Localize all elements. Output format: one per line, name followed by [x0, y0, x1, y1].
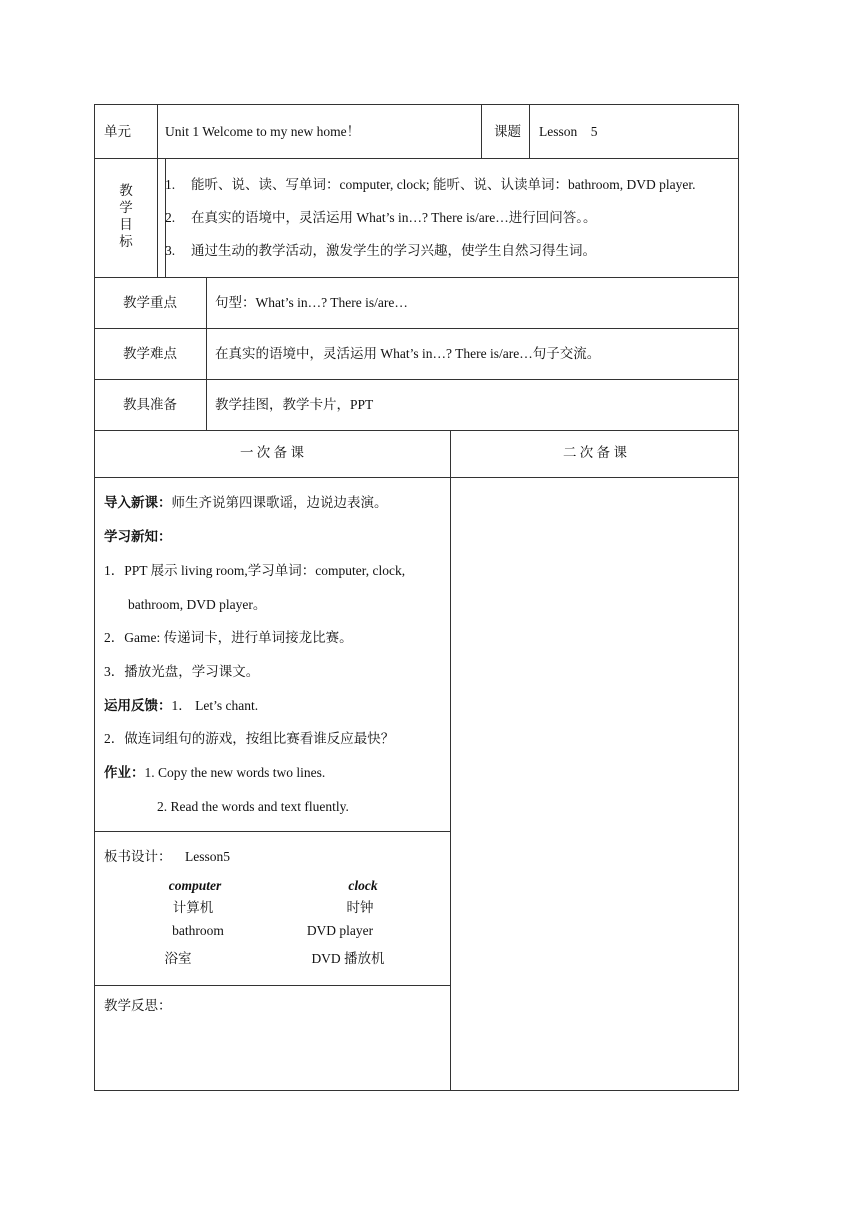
intro-label: 导入新课：: [104, 495, 172, 510]
second-prep-header: 二 次 备 课: [562, 445, 628, 460]
board-word-dvd: DVD player: [306, 923, 374, 938]
col-divider: [481, 104, 482, 159]
materials-value: 教学挂图，教学卡片，PPT: [215, 397, 374, 412]
key-points-label: 教学重点: [123, 295, 177, 310]
homework-1: 1. Copy the new words two lines.: [144, 765, 326, 780]
lesson-value: Lesson 5: [539, 124, 598, 139]
new-knowledge-label: 学习新知：: [104, 529, 172, 544]
board-word-computer-cn: 计算机: [172, 900, 214, 915]
objective-item: 在真实的语境中，灵活运用 What’s in…? There is/are…进行回问答。。: [191, 210, 597, 225]
step-1-cont: bathroom, DVD player。: [128, 597, 267, 612]
unit-label: 单元: [104, 124, 131, 139]
homework-label: 作业：: [104, 765, 145, 780]
objective-number: 1.: [165, 177, 176, 192]
homework-2: 2. Read the words and text fluently.: [157, 799, 349, 814]
difficulties-value: 在真实的语境中，灵活运用 What’s in…? There is/are…句子交流。: [215, 346, 601, 361]
reflection-label: 教学反思：: [104, 998, 172, 1013]
lesson-label: 课题: [494, 124, 521, 139]
board-word-clock: clock: [348, 878, 378, 893]
board-line: [104, 848, 230, 866]
objective-number: 2.: [165, 210, 176, 225]
row-divider: [94, 277, 739, 278]
board-title: Lesson5: [185, 849, 230, 864]
row-divider: [94, 430, 739, 431]
unit-title: Unit 1 Welcome to my new home！: [165, 124, 361, 139]
objective-number: 3.: [165, 243, 176, 258]
row-divider: [94, 158, 739, 159]
col-divider: [206, 277, 207, 431]
step-2: 2．Game: 传递词卡，进行单词接龙比赛。: [104, 630, 353, 645]
homework-line: [104, 764, 325, 782]
objective-item: 通过生动的教学活动，激发学生的学习兴趣，使学生自然习得生词。: [191, 243, 596, 258]
row-divider: [94, 831, 451, 832]
intro-line: [104, 494, 388, 512]
step-3: 3．播放光盘，学习课文。: [104, 664, 260, 679]
feedback-2: 2．做连词组句的游戏，按组比赛看谁反应最快？: [104, 731, 395, 746]
board-word-bathroom: bathroom: [172, 923, 224, 938]
row-divider: [94, 477, 739, 478]
board-word-clock-cn: 时钟: [346, 900, 374, 915]
objective-item: 能听、说、读、写单词：computer, clock; 能听、说、认读单词：bathroom, DVD player.: [191, 177, 696, 192]
board-word-dvd-cn: DVD 播放机: [311, 951, 385, 966]
col-divider: [157, 104, 158, 278]
feedback-label: 运用反馈：: [104, 698, 172, 713]
row-divider: [94, 328, 739, 329]
row-divider: [94, 379, 739, 380]
key-points-value: 句型：What’s in…? There is/are…: [215, 295, 408, 310]
intro-text: 师生齐说第四课歌谣，边说边表演。: [171, 495, 388, 510]
feedback-text: 1． Let’s chant.: [171, 698, 259, 713]
board-label: 板书设计：: [104, 849, 172, 864]
row-divider: [94, 985, 451, 986]
difficulties-label: 教学难点: [123, 346, 177, 361]
board-word-computer: computer: [168, 878, 222, 893]
objectives-label: 教学目标: [119, 183, 133, 249]
board-word-bathroom-cn: 浴室: [164, 951, 192, 966]
col-divider: [529, 104, 530, 159]
first-prep-header: 一 次 备 课: [239, 445, 305, 460]
step-1: 1．PPT 展示 living room,学习单词：computer, clock,: [104, 563, 406, 578]
materials-label: 教具准备: [123, 397, 177, 412]
feedback-line: [104, 697, 258, 715]
col-divider: [450, 430, 451, 1091]
